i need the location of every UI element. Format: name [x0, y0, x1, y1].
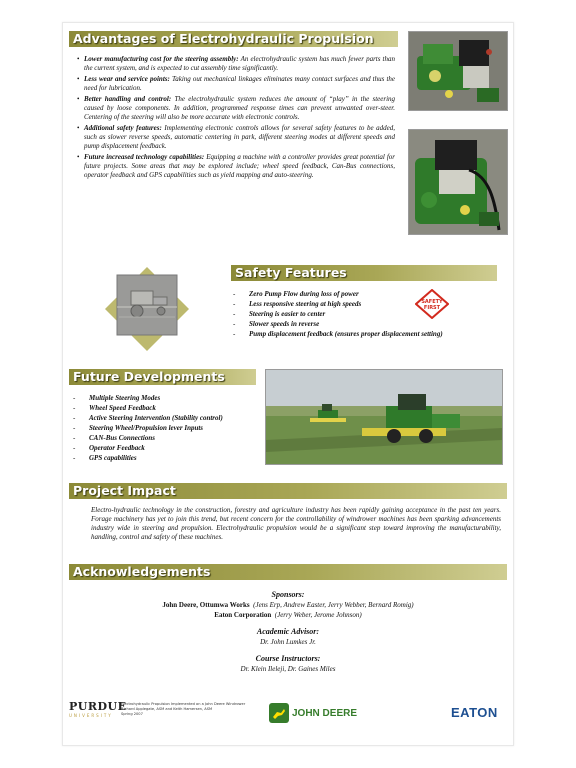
advantage-item [77, 95, 395, 122]
john-deere-logo [269, 703, 357, 723]
advantage-text: The electrohydraulic system reduces the amount of “play” in the steering caused by loose components. In addition, programmed response times can prevent unwanted over-steer. Centering of the steering will also be more accurate with electronic controls. [84, 95, 396, 121]
eaton-logo: EATON [451, 705, 498, 720]
future-development-item: - GPS capabilities [73, 453, 263, 463]
sponsor2-org: Eaton Corporation [214, 611, 272, 619]
advantage-item [77, 124, 395, 151]
future-development-item: - Operator Feedback [73, 443, 263, 453]
safety-sign-line1: SAFETY [421, 299, 443, 305]
advantages-list [77, 55, 395, 180]
advisor-heading: Academic Advisor: [256, 627, 320, 636]
poster-credits [121, 702, 261, 717]
ack-header: Acknowledgements [69, 564, 507, 580]
advantage-text: Equipping a machine with a controller provides great potential for future projects. Some areas that may be explored include; wheel speed feedback, Can-Bus connections, operator feedback and GPS capabilities such as yield mapping and auto-steering. [84, 153, 396, 179]
sponsor-line-1 [83, 600, 493, 610]
instructors-heading: Course Instructors: [255, 654, 321, 663]
advantage-item [77, 55, 395, 73]
future-development-item: - CAN-Bus Connections [73, 433, 263, 443]
purdue-subword: UNIVERSITY [69, 713, 113, 718]
future-list [73, 393, 263, 463]
sponsor1-people: (Jens Erp, Andrew Easter, Jerry Webber, Bernard Romig) [253, 601, 414, 609]
future-development-item: - Multiple Steering Modes [73, 393, 263, 403]
advantage-term: Less wear and service points: [84, 75, 170, 83]
valve-photo-top [408, 31, 508, 111]
advantage-text: Implementing electronic controls allows for several safety features to be added, such as slower reverse speeds, automatic centering in park, different steering modes at different speeds and pump displacement feedback. [84, 124, 396, 150]
john-deere-wordmark: JOHN DEERE [292, 707, 358, 719]
credit-line: Electrohydraulic Propulsion Implemented on a John Deere Windrower [121, 702, 246, 706]
safety-feature-item: - Zero Pump Flow during loss of power [233, 289, 503, 299]
safety-feature-item: - Steering is easier to center [233, 309, 503, 319]
safety-list [233, 289, 503, 339]
future-development-item: - Wheel Speed Feedback [73, 403, 263, 413]
credit-line: Richard Applegate, ASM and Keith Hamersen, ASM [121, 707, 213, 711]
credit-line: Spring 2007 [121, 712, 143, 716]
safety-header: Safety Features [231, 265, 497, 281]
sponsor1-org: John Deere, Ottumwa Works [162, 601, 250, 609]
advantage-text: An electrohydraulic system has much fewer parts than the current system, and is expected to cut assembly time significantly. [84, 55, 396, 72]
advantage-item [77, 153, 395, 180]
safety-sign-line2: FIRST [423, 305, 441, 311]
ack-section [83, 589, 493, 674]
poster [62, 22, 514, 746]
valve-photo-bottom [408, 129, 508, 235]
advantage-term: Better handling and control: [84, 95, 172, 103]
tractor-diamond-graphic [105, 267, 189, 351]
advantages-header: Advantages of Electrohydraulic Propulsion [69, 31, 398, 47]
safety-feature-item: - Less responsive steering at high speeds [233, 299, 503, 309]
hydraulic-unit-image [409, 130, 507, 234]
instructors-names: Dr. Klein Ileleji, Dr. Gaines Miles [240, 665, 336, 673]
safety-first-sign-icon [415, 289, 449, 319]
windrower-photo [265, 369, 503, 465]
advantage-term: Lower manufacturing cost for the steering assembly: [84, 55, 239, 63]
impact-header: Project Impact [69, 483, 507, 499]
safety-feature-item: - Pump displacement feedback (ensures proper displacement setting) [233, 329, 503, 339]
purdue-logo [69, 700, 127, 719]
advantages-section [77, 55, 395, 182]
advantage-term: Additional safety features: [84, 124, 162, 132]
impact-paragraph: Electro-hydraulic technology in the construction, forestry and agriculture industry has been rapidly gaining acceptance in the past ten years. Forage machinery has yet to join this trend, but recent concern for the controllability of windrower machines has been sparking advancements industry wide in steering and propulsion. Electrohydraulic propulsion would be a significant step toward improving the manufacturability, handling, control and safety of these machines. [91, 506, 501, 541]
advantage-term: Future increased technology capabilities: [84, 153, 205, 161]
safety-feature-item: - Slower speeds in reverse [233, 319, 503, 329]
advantage-text: Taking out mechanical linkages eliminates many contact surfaces and thus the need for lubrication. [84, 75, 396, 92]
purdue-wordmark: PURDUE [69, 700, 127, 713]
deer-icon [269, 703, 289, 723]
advantage-item [77, 75, 395, 93]
future-development-item: - Steering Wheel/Propulsion lever Inputs [73, 423, 263, 433]
safety-section [233, 289, 503, 339]
sponsor2-people: (Jerry Weber, Jerome Johnson) [274, 611, 362, 619]
future-development-item: - Active Steering Intervention (Stability control) [73, 413, 263, 423]
sponsors-heading: Sponsors: [271, 590, 305, 599]
sponsor-line-2 [83, 610, 493, 620]
advisor-name: Dr. John Lumkes Jr. [260, 638, 316, 646]
valve-assembly-image [409, 32, 507, 110]
windrower-field-image [266, 370, 502, 464]
future-header: Future Developments [69, 369, 256, 385]
future-section [73, 393, 263, 463]
